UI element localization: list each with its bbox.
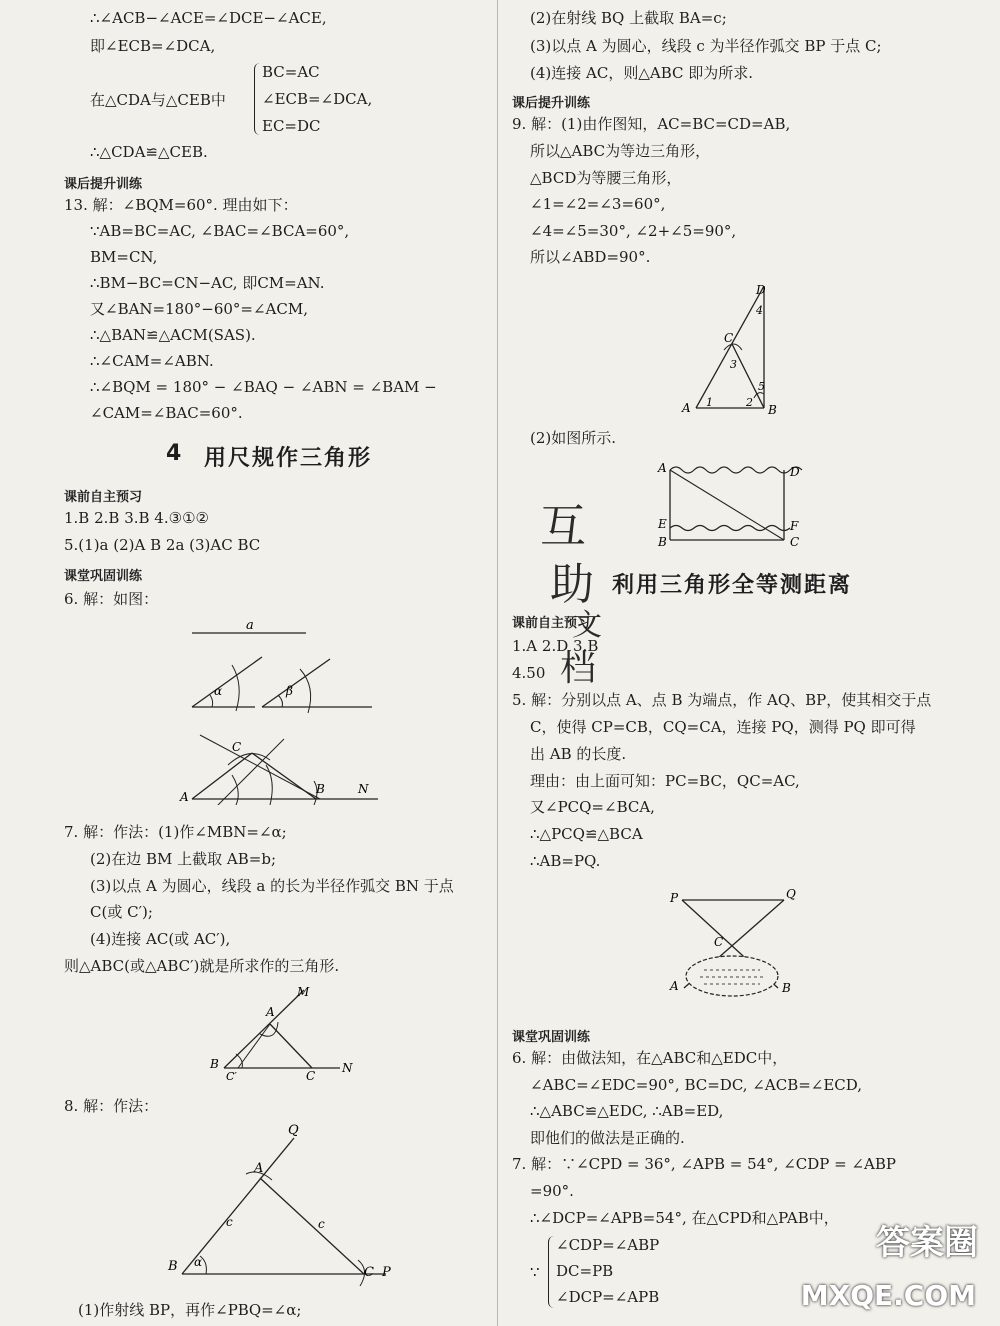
text-line: ∠1=∠2=∠3=60°, bbox=[530, 195, 666, 213]
label-B: B bbox=[168, 1259, 178, 1274]
label-B: B bbox=[316, 782, 325, 796]
handwritten-char: 文 bbox=[572, 608, 602, 643]
text-line: C(或 C′); bbox=[90, 903, 153, 921]
text-line: 在△CDA与△CEB中 bbox=[90, 91, 226, 109]
text-line: 7. 解：作法：(1)作∠MBN=∠α; bbox=[64, 823, 287, 841]
section-heading: 课堂巩固训练 bbox=[512, 1030, 591, 1045]
text-line: 所以△ABC为等边三角形， bbox=[530, 142, 711, 160]
label-5: 5 bbox=[758, 380, 765, 393]
watermark-url: MXQE.COM bbox=[800, 1279, 976, 1312]
ray-BM bbox=[224, 990, 304, 1068]
handwritten-char: 互 bbox=[540, 499, 586, 553]
label-Cp: C′ bbox=[226, 1070, 237, 1082]
text-line: 7. 解：∵∠CPD = 36°, ∠APB = 54°, ∠CDP = ∠ABP bbox=[512, 1155, 897, 1173]
angle-arc bbox=[278, 695, 283, 707]
text-line: ∴△ABC≌△EDC, ∴AB=ED, bbox=[530, 1102, 724, 1120]
text-line: ∴∠BQM = 180° − ∠BAQ − ∠ABN = ∠BAM − bbox=[90, 378, 437, 396]
construction-line bbox=[212, 739, 284, 805]
text-line: 5. 解：分别以点 A、点 B 为端点，作 AQ、BP，使其相交于点 bbox=[512, 691, 932, 709]
page-title: 利用三角形全等测距离 bbox=[612, 573, 853, 598]
label-C: C bbox=[306, 1069, 316, 1082]
text-line: (3)以点 A 为圆心，线段 c 为半径作弧交 BP 于点 C; bbox=[530, 37, 882, 55]
label-C: C bbox=[714, 935, 724, 949]
figure-q9-part2 bbox=[652, 456, 812, 548]
figure-q8 bbox=[160, 1120, 400, 1290]
angle-ray bbox=[192, 657, 262, 707]
brace bbox=[548, 1236, 555, 1308]
text-line: 6. 解：由做法知，在△ABC和△EDC中， bbox=[512, 1049, 788, 1067]
pond bbox=[686, 956, 778, 996]
text-line: 又∠BAN=180°−60°=∠ACM, bbox=[90, 300, 308, 318]
label-alpha: α bbox=[194, 1255, 203, 1269]
text-line: (2)在射线 BQ 上截取 BA=c; bbox=[530, 9, 727, 27]
label-c: c bbox=[226, 1215, 233, 1229]
handwritten-char: 助 bbox=[550, 559, 594, 610]
text-line: 4.50 bbox=[512, 664, 546, 682]
label-P: P bbox=[670, 891, 679, 905]
label-N: N bbox=[342, 1061, 353, 1075]
label-A: A bbox=[670, 979, 679, 993]
label-D: D bbox=[756, 283, 766, 297]
text-line: ∠ABC=∠EDC=90°, BC=DC, ∠ACB=∠ECD, bbox=[530, 1076, 863, 1094]
figure-q9 bbox=[672, 278, 792, 420]
brace-line: BC=AC bbox=[262, 63, 320, 81]
segment-AD bbox=[696, 286, 764, 408]
text-line: (3)以点 A 为圆心，线段 a 的长为半径作弧交 BN 于点 bbox=[90, 877, 454, 895]
label-A: A bbox=[682, 401, 691, 415]
text-line: 5.(1)a (2)A B 2a (3)AC BC bbox=[64, 536, 261, 554]
section-heading: 课后提升训练 bbox=[64, 177, 143, 192]
text-line: (2)在边 BM 上截取 AB=b; bbox=[90, 850, 277, 868]
text-line: ∴△CDA≌△CEB. bbox=[90, 143, 208, 161]
text-line: ∠4=∠5=30°, ∠2+∠5=90°, bbox=[530, 222, 737, 240]
segment-AC bbox=[260, 1178, 364, 1274]
text-line: 所以∠ABD=90°. bbox=[530, 248, 651, 266]
section-heading: 课前自主预习 bbox=[512, 616, 591, 631]
brace-line: ∠ECB=∠DCA, bbox=[262, 90, 373, 108]
label-P: P bbox=[382, 1265, 391, 1280]
section-number: 4 bbox=[166, 441, 184, 466]
label-Q: Q bbox=[288, 1123, 299, 1138]
label-M: M bbox=[297, 985, 310, 999]
label-alpha: α bbox=[214, 684, 223, 698]
text-line: ∴△BAN≌△ACM(SAS). bbox=[90, 326, 256, 344]
text-line: =90°. bbox=[530, 1182, 574, 1200]
section-heading: 课堂巩固训练 bbox=[64, 569, 143, 584]
text-line: ∵AB=BC=AC, ∠BAC=∠BCA=60°, bbox=[90, 222, 350, 240]
text-line: 9. 解：(1)由作图知，AC=BC=CD=AB, bbox=[512, 115, 791, 133]
label-N: N bbox=[358, 782, 369, 796]
text-line: C，使得 CP=CB，CQ=CA，连接 PQ，测得 PQ 即可得 bbox=[530, 718, 916, 736]
label-D: D bbox=[790, 465, 800, 479]
text-line: 出 AB 的长度. bbox=[530, 745, 627, 763]
text-line: 1.B 2.B 3.B 4.③①② bbox=[64, 509, 209, 527]
text-line: ∴∠ACB−∠ACE=∠DCE−∠ACE, bbox=[90, 9, 327, 27]
text-line: 又∠PCQ=∠BCA, bbox=[530, 798, 655, 816]
text-line: 则△ABC(或△ABC′)就是所求作的三角形. bbox=[64, 957, 340, 975]
text-line: (1)作射线 BP，再作∠PBQ=∠α; bbox=[78, 1301, 302, 1319]
text-line: 即他们的做法是正确的. bbox=[530, 1129, 685, 1147]
river-bank bbox=[670, 526, 790, 531]
section-heading: 课前自主预习 bbox=[64, 490, 143, 505]
label-a: a bbox=[246, 618, 254, 633]
label-3: 3 bbox=[730, 358, 737, 371]
label-C: C bbox=[232, 740, 242, 754]
section-heading: 课后提升训练 bbox=[512, 96, 591, 111]
text-line: (2)如图所示. bbox=[530, 429, 617, 447]
label-4: 4 bbox=[756, 304, 763, 317]
text-line: ∴∠CAM=∠ABN. bbox=[90, 352, 214, 370]
text-line: ∴△PCQ≌△BCA bbox=[530, 825, 643, 843]
text-line: (4)连接 AC(或 AC′), bbox=[90, 930, 231, 948]
ray-BQ bbox=[182, 1138, 294, 1274]
label-A: A bbox=[658, 461, 667, 475]
label-c: c bbox=[318, 1217, 325, 1231]
label-C: C bbox=[790, 535, 800, 548]
label-C: C bbox=[724, 331, 734, 345]
label-A: A bbox=[266, 1005, 275, 1019]
label-B: B bbox=[782, 981, 791, 995]
text-line: ∠CAM=∠BAC=60°. bbox=[90, 404, 243, 422]
river-bank bbox=[670, 467, 802, 473]
construction-line bbox=[200, 735, 320, 799]
text-line: ∴AB=PQ. bbox=[530, 852, 601, 870]
label-F: F bbox=[790, 519, 799, 533]
label-B: B bbox=[210, 1057, 219, 1071]
page-title: 用尺规作三角形 bbox=[204, 446, 373, 471]
angle-ray bbox=[262, 659, 330, 707]
label-beta: β bbox=[286, 684, 293, 698]
text-line: 1.A 2.D 3.B bbox=[512, 637, 599, 655]
label-E: E bbox=[658, 517, 667, 531]
text-line: 6. 解：如图： bbox=[64, 590, 159, 608]
figure-q7 bbox=[200, 982, 360, 1082]
figure-q6 bbox=[170, 615, 390, 805]
label-B: B bbox=[768, 403, 777, 417]
brace-line: DC=PB bbox=[556, 1262, 614, 1280]
text-line: 即∠ECB=∠DCA, bbox=[90, 37, 216, 55]
segment-ACp bbox=[238, 1024, 270, 1068]
label-B: B bbox=[658, 535, 667, 548]
label-1: 1 bbox=[706, 396, 713, 409]
handwritten-char: 档 bbox=[560, 648, 597, 689]
text-line: ∴BM−BC=CN−AC, 即CM=AN. bbox=[90, 274, 325, 292]
text-line: 理由：由上面可知：PC=BC，QC=AC, bbox=[530, 772, 800, 790]
label-A: A bbox=[254, 1161, 264, 1176]
brace-line: ∠CDP=∠ABP bbox=[556, 1236, 660, 1254]
text-line: 13. 解：∠BQM=60°. 理由如下： bbox=[64, 196, 298, 214]
brace-prefix: ∵ bbox=[530, 1263, 540, 1281]
text-line: △BCD为等腰三角形， bbox=[530, 169, 682, 187]
compass-arc bbox=[232, 665, 239, 711]
segment-AC bbox=[670, 470, 784, 540]
watermark-logo: 答案圈 bbox=[876, 1223, 978, 1263]
label-2: 2 bbox=[746, 396, 753, 409]
brace bbox=[254, 63, 261, 135]
triangle-side bbox=[192, 753, 252, 799]
text-line: (4)连接 AC，则△ABC 即为所求. bbox=[530, 64, 754, 82]
column-divider bbox=[497, 0, 498, 1326]
angle-arc bbox=[210, 695, 213, 707]
label-C: C bbox=[364, 1265, 374, 1280]
label-Q: Q bbox=[786, 887, 796, 901]
brace-line: EC=DC bbox=[262, 117, 321, 135]
text-line: ∴∠DCP=∠APB=54°, 在△CPD和△PAB中， bbox=[530, 1209, 839, 1227]
text-line: BM=CN, bbox=[90, 248, 158, 266]
brace-line: ∠DCP=∠APB bbox=[556, 1288, 660, 1306]
text-line: 8. 解：作法： bbox=[64, 1097, 159, 1115]
figure-q5 bbox=[664, 878, 804, 1000]
label-A: A bbox=[180, 790, 189, 804]
